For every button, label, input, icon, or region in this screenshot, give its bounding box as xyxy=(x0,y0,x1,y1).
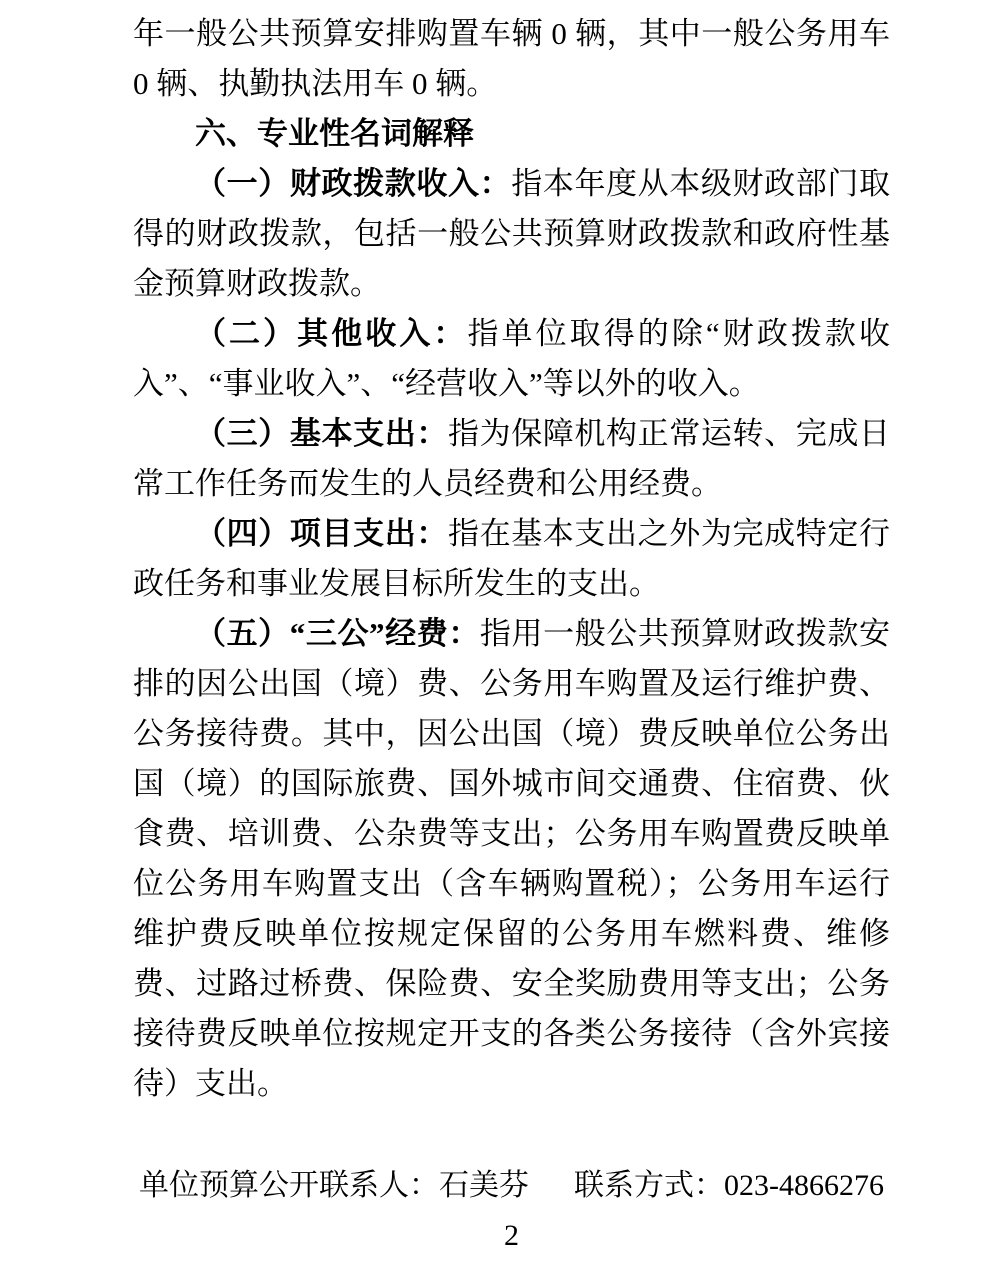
term-paragraph-fiscal-appropriation-income xyxy=(133,159,890,309)
term-definition: 指单位取得的除“财政拨款收入”、“事业收入”、“经营收入”等以外的收入。 xyxy=(133,316,890,401)
term-definition: 指本年度从本级财政部门取得的财政拨款，包括一般公共预算财政拨款和政府性基金预算财政拨款。 xyxy=(133,166,891,301)
term-paragraph-three-public-funds xyxy=(133,609,890,1109)
contact-footer xyxy=(133,1161,890,1261)
paragraph-vehicle-continuation: 年一般公共预算安排购置车辆 0 辆，其中一般公务用车 0 辆、执勤执法用车 0 辆。 xyxy=(133,16,890,101)
contact-label: 单位预算公开联系人： xyxy=(139,1169,439,1202)
contact-method-label: 联系方式： xyxy=(574,1169,724,1202)
term-definition: 指用一般公共预算财政拨款安排的因公出国（境）费、公务用车购置及运行维护费、公务接待费。其中，因公出国（境）费反映单位公务出国（境）的国际旅费、国外城市间交通费、住宿费、伙食费、培训费、公杂费等支出；公务用车购置费反映单位公务用车购置支出（含车辆购置税）；公务用车运行维护费反映单位按规定保留的公务用车燃料费、维修费、过路过桥费、保险费、安全奖励费用等支出；公务接待费反映单位按规定开支的各类公务接待（含外宾接待）支出。 xyxy=(133,616,891,1101)
section-heading: 六、专业性名词解释 xyxy=(195,116,474,151)
term-paragraph-basic-expenditure xyxy=(133,409,890,509)
term-lead: （二）其他收入： xyxy=(195,316,468,351)
contact-name: 石美芬 xyxy=(439,1169,529,1202)
term-lead: （三）基本支出： xyxy=(195,416,448,451)
contact-phone-number: 023-48662762 xyxy=(504,1169,884,1252)
term-lead: （四）项目支出： xyxy=(195,516,448,551)
term-definition: 指在基本支出之外为完成特定行政任务和事业发展目标所发生的支出。 xyxy=(133,516,890,601)
term-definition: 指为保障机构正常运转、完成日常工作任务而发生的人员经费和公用经费。 xyxy=(133,416,890,501)
term-lead: （五）“三公”经费： xyxy=(195,616,480,651)
term-lead: （一）财政拨款收入： xyxy=(195,166,512,201)
term-paragraph-other-income xyxy=(133,309,890,409)
term-paragraph-project-expenditure xyxy=(133,509,890,609)
